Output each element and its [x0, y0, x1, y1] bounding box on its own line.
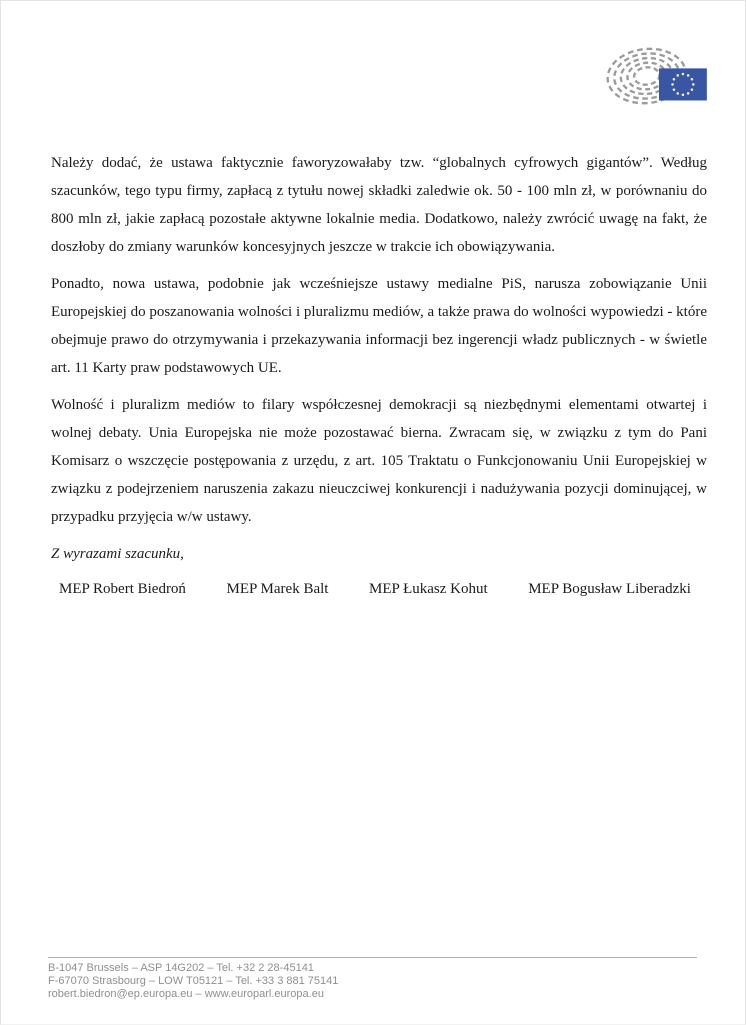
- eu-flag-icon: [659, 68, 707, 100]
- signature-row: [59, 579, 691, 599]
- european-parliament-logo: [606, 46, 714, 105]
- signature-name-1: MEP Robert Biedroń: [59, 581, 186, 597]
- footer-contact-links: robert.biedron@ep.europa.eu – www.europarl.europa.eu: [48, 988, 324, 1000]
- signature-name-2: MEP Marek Balt: [226, 581, 329, 597]
- signature-name-3: MEP Łukasz Kohut: [369, 581, 488, 597]
- paragraph-2: Ponadto, nowa ustawa, podobnie jak wcześniejsze ustawy medialne PiS, narusza zobowiązanie Unii Europejskiej do poszanowania wolności i pluralizmu mediów, a także prawa do wolności wypowiedzi - które obejmuje prawo do otrzymywania i przekazywania informacji bez ingerencji władz publicznych - w świetle art. 11 Karty praw podstawowych UE.: [51, 276, 707, 376]
- paragraph-1: Należy dodać, że ustawa faktycznie faworyzowałaby tzw. “globalnych cyfrowych gigantów”. Według szacunków, tego typu firmy, zapłacą z tytułu nowej składki zaledwie ok. 50 - 100 mln zł, w porównaniu do 800 mln zł, jakie zapłacą pozostałe aktywne lokalnie media. Dodatkowo, należy zwrócić uwagę na fakt, że doszłoby do zmiany warunków koncesyjnych jeszcze w trakcie ich obowiązywania.: [51, 155, 707, 255]
- footer-address-strasbourg: F-67070 Strasbourg – LOW T05121 – Tel. +33 3 881 75141: [48, 975, 339, 987]
- footer: [48, 957, 698, 1001]
- signature-name-4: MEP Bogusław Liberadzki: [528, 581, 691, 597]
- european-parliament-logo-svg: [606, 46, 714, 105]
- letter-body: [51, 149, 707, 568]
- closing-salutation: Z wyrazami szacunku,: [51, 546, 184, 562]
- footer-address-brussels: B-1047 Brussels – ASP 14G202 – Tel. +32 2 28-45141: [48, 962, 314, 974]
- paragraph-3: Wolność i pluralizm mediów to filary współczesnej demokracji są niezbędnymi elementami otwartej i wolnej debaty. Unia Europejska nie może pozostawać bierna. Zwracam się, w związku z tym do Pani Komisarz o wszczęcie postępowania z urzędu, z art. 105 Traktatu o Funkcjonowaniu Unii Europejskiej w związku z podejrzeniem naruszenia zakazu nieuczciwej konkurencji i nadużywania pozycji dominującej, w przypadku przyjęcia w/w ustawy.: [51, 397, 707, 525]
- footer-divider: [48, 957, 697, 958]
